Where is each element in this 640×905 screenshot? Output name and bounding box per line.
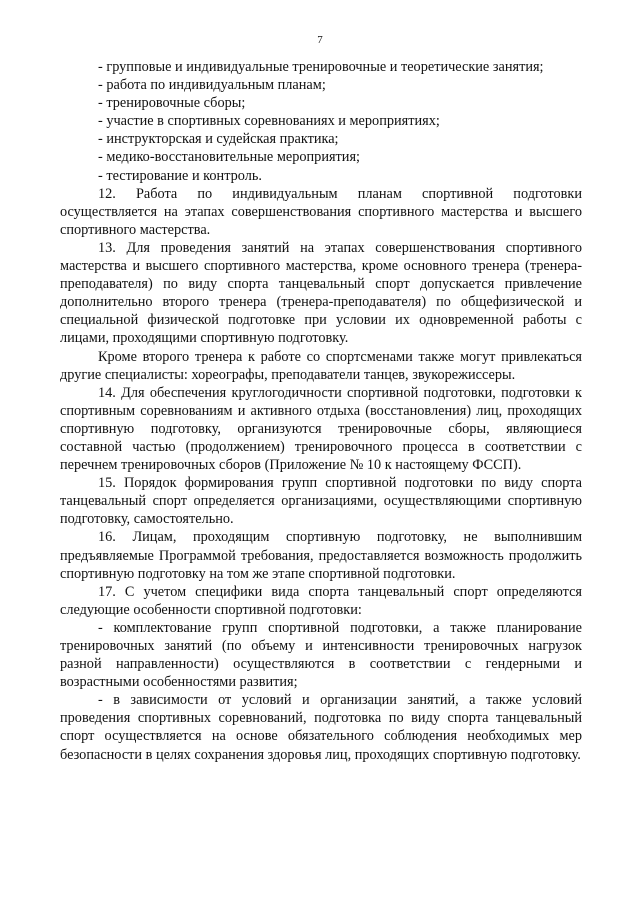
list-item-individual-plans: - работа по индивидуальным планам;: [98, 77, 326, 94]
list-item-instructor-practice: - инструкторская и судейская практика;: [98, 131, 339, 148]
paragraph-15: 15. Порядок формирования групп спортивной подготовки по виду спорта танцевальный спорт определяется организациями, осуществляющими спортивную подготовку, самостоятельно.: [60, 475, 582, 528]
list-item-competitions: - участие в спортивных соревнованиях и мероприятиях;: [98, 113, 440, 130]
list-item-training-camps: - тренировочные сборы;: [98, 95, 246, 112]
paragraph-17: 17. С учетом специфики вида спорта танцевальный спорт определяются следующие особенности спортивной подготовки:: [60, 583, 582, 618]
document-body: [60, 58, 582, 764]
paragraph-12: 12. Работа по индивидуальным планам спортивной подготовки осуществляется на этапах совершенствования спортивного мастерства и высшего спортивного мастерства.: [60, 185, 582, 238]
paragraph-17-item-1: - комплектование групп спортивной подготовки, а также планирование тренировочных занятий (по объему и интенсивности тренировочных нагрузок разной направленности) осуществляются в соответствии с гендерными и возрастными особенностями развития;: [60, 619, 582, 691]
paragraph-13: 13. Для проведения занятий на этапах совершенствования спортивного мастерства и высшего спортивного мастерства, кроме основного тренера (тренера-преподавателя) по виду спорта танцевальный спорт допускается привлечение дополнительно второго тренера (тренера-преподавателя) по общефизической и специальной физической подготовке при условии их одновременной работы с лицами, проходящими спортивную подготовку.: [60, 239, 582, 347]
page-number: 7: [317, 34, 323, 46]
list-item-group-lessons: - групповые и индивидуальные тренировочные и теоретические занятия;: [98, 59, 544, 75]
list-item-medical-recovery: - медико-восстановительные мероприятия;: [98, 149, 361, 166]
paragraph-13-continuation: Кроме второго тренера к работе со спортсменами также могут привлекаться другие специалисты: хореографы, преподаватели танцев, звукорежиссеры.: [60, 348, 582, 383]
paragraph-14: 14. Для обеспечения круглогодичности спортивной подготовки, подготовки к спортивным соревнованиям и активного отдыха (восстановления) лиц, проходящих спортивную подготовку, организуются тренировочные сборы, являющиеся составной частью (продолжением) тренировочного процесса в соответствии с перечнем тренировочных сборов (Приложение № 10 к настоящему ФССП).: [60, 384, 582, 474]
paragraph-17-item-2: - в зависимости от условий и организации занятий, а также условий проведения спортивных соревнований, подготовка по виду спорта танцевальный спорт осуществляется на основе обязательного соблюдения необходимых мер безопасности в целях сохранения здоровья лиц, проходящих спортивную подготовку.: [60, 692, 582, 763]
list-item-testing-control: - тестирование и контроль.: [98, 167, 262, 184]
paragraph-16: 16. Лицам, проходящим спортивную подготовку, не выполнившим предъявляемые Программой требования, предоставляется возможность продолжить спортивную подготовку на том же этапе спортивной подготовки.: [60, 529, 582, 582]
